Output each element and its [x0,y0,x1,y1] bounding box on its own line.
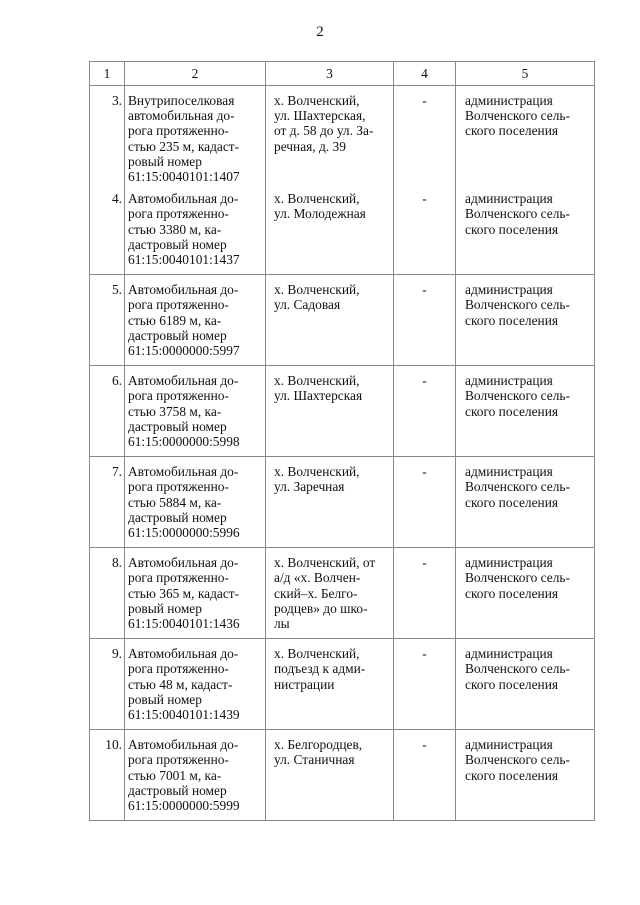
address-line: ул. Шахтерская, [274,108,366,124]
owner-line: Волченского сель- [465,108,570,124]
col4-value: - [394,86,456,185]
object-line: 61:15:0000000:5996 [128,525,240,541]
owner-line: администрация [465,646,553,662]
object-line: дастровый номер [128,782,227,798]
header-col-1: 1 [90,62,125,86]
address-line: нистрации [274,676,335,692]
address-line: х. Волченский, [274,464,360,480]
table-body [90,86,595,821]
object-line: дастровый номер [128,418,227,434]
object-line: Автомобильная до- [128,737,239,753]
object-line: Автомобильная до- [128,373,239,389]
owner [456,457,595,548]
object-address [266,366,394,457]
col4-value: - [394,275,456,366]
owner-line: Волченского сель- [465,661,570,677]
object-address [266,457,394,548]
address-line: х. Волченский, от [274,555,376,571]
header-col-5: 5 [456,62,595,86]
row-number: 5. [90,275,125,366]
owner [456,184,595,275]
table-row [90,730,595,821]
owner-line: администрация [465,555,553,571]
owner-line: Волченского сель- [465,297,570,313]
object-address [266,639,394,730]
object-line: стью 3758 м, ка- [128,403,222,419]
owner-line: Волченского сель- [465,206,570,222]
row-number: 7. [90,457,125,548]
owner [456,86,595,185]
address-line: х. Белгородцев, [274,737,363,753]
address-line: х. Волченский, [274,191,360,207]
object-line: дастровый номер [128,236,227,252]
object-line: рога протяженно- [128,570,229,586]
object-description [125,275,266,366]
header-col-2: 2 [125,62,266,86]
address-line: лы [274,616,290,632]
row-number: 10. [90,730,125,821]
object-address [266,184,394,275]
object-address [266,275,394,366]
owner-line: ского поселения [465,585,559,601]
col4-value: - [394,639,456,730]
owner-line: администрация [465,737,553,753]
row-number: 8. [90,548,125,639]
owner-line: Волченского сель- [465,479,570,495]
owner-line: ского поселения [465,312,559,328]
owner-line: Волченского сель- [465,388,570,404]
object-description [125,730,266,821]
address-line: х. Волченский, [274,646,360,662]
owner-line: ского поселения [465,123,559,139]
object-line: 61:15:0040101:1407 [128,169,240,185]
header-col-4: 4 [394,62,456,86]
object-line: 61:15:0040101:1437 [128,252,240,268]
object-address [266,548,394,639]
object-address [266,730,394,821]
owner-line: Волченского сель- [465,570,570,586]
row-number: 4. [90,184,125,275]
owner-line: администрация [465,373,553,389]
address-line: от д. 58 до ул. За- [274,123,374,139]
object-description [125,86,266,185]
header-col-3: 3 [266,62,394,86]
owner-line: ского поселения [465,403,559,419]
owner-line: ского поселения [465,676,559,692]
address-line: родцев» до шко- [274,600,368,616]
address-line: ул. Заречная [274,479,345,495]
table-row [90,639,595,730]
address-line: х. Волченский, [274,282,360,298]
col4-value: - [394,366,456,457]
owner-line: ского поселения [465,494,559,510]
col4-value: - [394,548,456,639]
table-row [90,457,595,548]
object-line: автомобильная до- [128,108,235,124]
object-line: дастровый номер [128,509,227,525]
object-line: рога протяженно- [128,752,229,768]
owner [456,275,595,366]
object-line: Автомобильная до- [128,191,239,207]
object-line: ровый номер [128,691,202,707]
object-line: стью 3380 м, ка- [128,221,222,237]
row-number: 3. [90,86,125,185]
object-line: рога протяженно- [128,297,229,313]
object-line: рога протяженно- [128,661,229,677]
address-line: подъезд к адми- [274,661,366,677]
address-line: речная, д. 39 [274,138,346,154]
col4-value: - [394,730,456,821]
table-row [90,86,595,185]
address-line: ский–х. Белго- [274,585,358,601]
owner-line: ского поселения [465,221,559,237]
object-line: рога протяженно- [128,123,229,139]
roads-table [89,61,595,821]
object-line: стью 7001 м, ка- [128,767,222,783]
object-line: Внутрипоселковая [128,93,235,108]
table-header-row [90,62,595,86]
object-description [125,548,266,639]
address-line: ул. Шахтерская [274,388,363,404]
object-line: стью 235 м, кадаст- [128,138,240,154]
object-line: дастровый номер [128,327,227,343]
owner-line: администрация [465,464,553,480]
object-line: Автомобильная до- [128,282,239,298]
object-line: 61:15:0000000:5997 [128,343,240,359]
owner [456,548,595,639]
owner [456,730,595,821]
address-line: ул. Садовая [274,297,341,313]
object-line: Автомобильная до- [128,555,239,571]
owner-line: администрация [465,191,553,207]
object-line: стью 48 м, кадаст- [128,676,233,692]
page-number: 2 [316,24,324,40]
object-description [125,184,266,275]
table-row [90,184,595,275]
owner [456,366,595,457]
object-line: Автомобильная до- [128,646,239,662]
address-line: ул. Молодежная [274,206,366,222]
col4-value: - [394,457,456,548]
object-line: 61:15:0000000:5998 [128,434,240,450]
row-number: 9. [90,639,125,730]
row-number: 6. [90,366,125,457]
object-line: рога протяженно- [128,479,229,495]
object-line: Автомобильная до- [128,464,239,480]
table-row [90,275,595,366]
owner [456,639,595,730]
object-description [125,457,266,548]
address-line: ул. Станичная [274,752,355,768]
object-description [125,366,266,457]
object-line: рога протяженно- [128,206,229,222]
object-line: стью 5884 м, ка- [128,494,222,510]
address-line: х. Волченский, [274,373,360,389]
object-line: стью 6189 м, ка- [128,312,222,328]
table-row [90,366,595,457]
object-line: стью 365 м, кадаст- [128,585,240,601]
object-line: 61:15:0000000:5999 [128,798,240,814]
owner-line: ского поселения [465,767,559,783]
object-description [125,639,266,730]
object-line: ровый номер [128,153,202,169]
object-line: рога протяженно- [128,388,229,404]
owner-line: администрация [465,282,553,298]
object-line: ровый номер [128,600,202,616]
table-row [90,548,595,639]
owner-line: администрация [465,93,553,108]
col4-value: - [394,184,456,275]
object-line: 61:15:0040101:1439 [128,707,240,723]
address-line: а/д «х. Волчен- [274,570,361,586]
owner-line: Волченского сель- [465,752,570,768]
object-address [266,86,394,185]
object-line: 61:15:0040101:1436 [128,616,240,632]
address-line: х. Волченский, [274,93,360,108]
